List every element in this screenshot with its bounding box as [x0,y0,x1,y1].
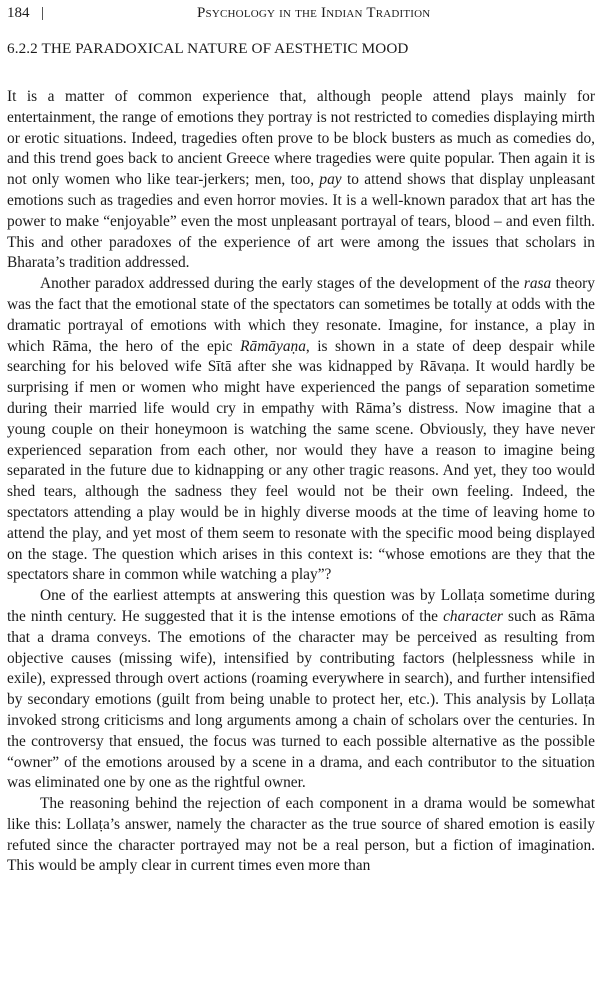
running-head [7,2,595,24]
text-run: such as Rāma that a drama conveys. The emotions of the character may be perceived as resulting from objective causes (missing wife), intensified by contributing factors (helplessness while in exile), expressed through overt actions (roaming everywhere in search), and further intensified by secondary emotions (guilt from being unable to protect her, etc.). This analysis by Lollaṭa invoked strong criticisms and long arguments among a chain of scholars over the centuries. In the controversy that ensued, the focus was turned to each possible alternative as the possible “owner” of the emotions aroused by a scene in a drama, and each contributor to the situation was eliminated one by one as the rightful owner. [7,607,595,792]
header-separator: | [41,5,45,21]
paragraph-3 [7,586,595,794]
paragraph-1 [7,87,595,274]
text-run: , is shown in a state of deep despair while searching for his beloved wife Sītā after she was kidnapped by Rāvaṇa. It would hardly be surprising if men or women who might have experienced the pangs of separation sometime during their married life would cry in empathy with Rāma’s distress. Now imagine that a young couple on their honeymoon is watching the same scene. Obviously, they have never experienced separation from each other, nor would they have a reason to imagine being separated in the future due to kidnapping or any other tragic reasons. And yet, they too would shed tears, although the sadness they feel would not be their own feeling. Indeed, the spectators attending a play would be in highly diverse moods at the time of leaving home to attend the play, and yet most of them seem to resonate with the specific mood being displayed on the stage. The question which arises in this context is: “whose emotions are they that the spectators share in common while watching a play”? [7,337,596,584]
text-run: to attend shows that display unpleasant emotions such as tragedies and even horror movies. It is a well-known paradox that art has the power to make “enjoyable” even the most unpleasant portrayal of tears, blood – and even filth. This and other paradoxes of the experience of art were among the issues that scholars in Bharata’s tradition addressed. [7,171,595,272]
paragraph-4 [7,794,595,877]
text-run: The reasoning behind the rejection of each component in a drama would be somewhat like this: Lollaṭa’s answer, namely the character as the true source of shared emotion is easily refuted since the character portrayed may not be a real person, but a fiction of imagination. This would be amply clear in current times even more than [7,795,595,875]
italic-term: character [443,607,503,625]
page-smudge [552,40,594,80]
italic-term: rasa [523,275,552,293]
text-run: One of the earliest attempts at answering this question was by Lollaṭa sometime during the ninth century. He suggested that it is the intense emotions of the [7,587,595,625]
section-heading: 6.2.2 THE PARADOXICAL NATURE OF AESTHETIC MOOD [7,40,409,57]
text-run: It is a matter of common experience that, although people attend plays mainly for entertainment, the range of emotions they portray is not restricted to comedies displaying mirth or erotic situations. Indeed, tragedies often prove to be block busters as much as comedies do, and this trend goes back to ancient Greece where tragedies were quite popular. Then again it is not only women who like tear-jerkers; men, too, [7,88,595,189]
italic-term: pay [319,171,342,189]
paragraph-2 [7,274,595,586]
text-run: Another paradox addressed during the early stages of the development of the [40,275,524,293]
italic-term: Rāmāyaṇa [240,337,306,355]
page-number: 184 [7,5,30,21]
text-run: theory was the fact that the emotional state of the spectators can sometimes be totally at odds with the dramatic portrayal of emotions with which they resonate. Imagine, for instance, a play in which Rāma, the hero of the epic [7,275,595,355]
body-text [7,87,595,877]
book-page [7,0,595,1006]
running-title: Psychology in the Indian Tradition [197,5,431,21]
